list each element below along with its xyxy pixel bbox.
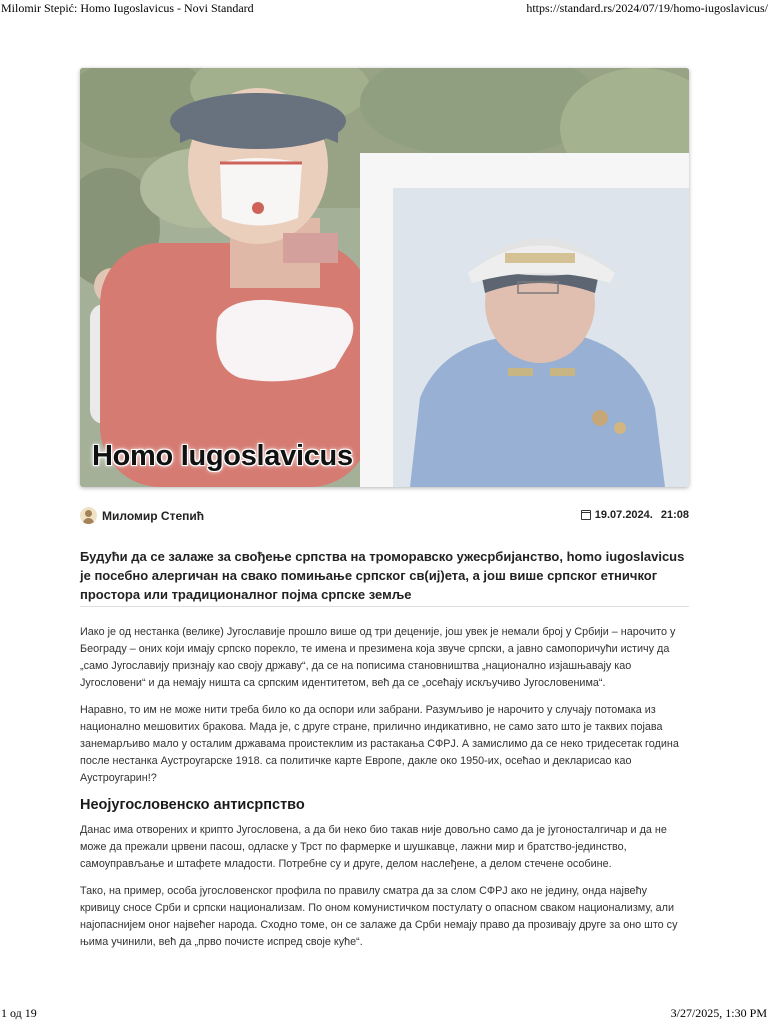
hero-title: Homo Iugoslavicus <box>92 440 353 472</box>
page-url[interactable]: https://standard.rs/2024/07/19/homo-iugoslavicus/ <box>526 1 768 15</box>
calendar-icon <box>581 510 591 520</box>
print-footer <box>0 1006 768 1022</box>
paragraph: Иако је од нестанка (велике) Југославије прошло више од три деценије, још увек је немали број у Србији – нарочито у Београду – оних који имају српско порекло, те имена и презимена која звуче српски, а јавно самопоричући истичу да „само Југославију признају као своју државу“, да се на пописима становништва „национално изјашњавају као Југословени“ и да немају ништа са српским идентитетом, већ да се „осећају искључиво Југословенима“. <box>80 626 676 689</box>
section-heading: Неојугословенско антисрпство <box>80 797 305 813</box>
hero-image <box>80 68 689 487</box>
hero-photo <box>80 68 689 487</box>
avatar-icon <box>80 507 97 524</box>
paragraph: Тако, на пример, особа југословенског профила по правилу сматра да за слом СФРЈ ако не једину, онда највећу кривицу сносе Срби и српски национализам. По оном комунистичком постулату о опасном сваком национализму, али најопаснијем оног највећег народа. Сходно томе, он се залаже да Срби немају право да прозивају друге за оно што су њима учинили, већ да „прво почисте испред своје куће“. <box>80 885 678 948</box>
article-body <box>80 624 689 961</box>
page-title: Milomir Stepić: Homo Iugoslavicus - Novi Standard <box>1 1 254 15</box>
page-counter: 1 од 19 <box>1 1006 37 1020</box>
author-name[interactable]: Миломир Степић <box>102 508 205 523</box>
article-meta <box>80 507 689 529</box>
paragraph: Наравно, то им не може нити треба било ко да оспори или забрани. Разумљиво је нарочито у случају потомака из национално мешовитих бракова. Мада је, с друге стране, прилично индикативно, не само зато што је таквих појава занемарљиво мало у осталим државама проистеклим из растакања СФРЈ. А замислимо да се неко тридесетак година после нестанка Аустроугарске 1918. са политичке карте Европе, дакле око 1950-их, осећао и декларисао као Аустроугарин!? <box>80 704 679 784</box>
article-lead: Будући да се залаже за свођење српства на троморавско ужесрбијанство, homo iugoslavicus је посебно алергичан на свако помињање српског св(иј)ета, а још више српског етничког простора или традиционалног појма српске земље <box>80 547 689 607</box>
date-value: 19.07.2024. <box>594 509 653 521</box>
paragraph: Данас има отворених и крипто Југословена, а да би неко био такав није довољно само да је југоносталгичар и да не може да прежали црвени пасош, одласке у Трст по фармерке и шушкавце, лажни мир и братство-јединство, самоуправљање и штафете младости. Потребне су и друге, делом наслеђене, а делом стечене особине. <box>80 824 667 870</box>
publish-date <box>581 509 689 521</box>
author[interactable] <box>80 507 204 524</box>
print-datetime: 3/27/2025, 1:30 PM <box>670 1006 767 1020</box>
time-value: 21:08 <box>660 509 689 521</box>
print-header <box>0 1 768 17</box>
